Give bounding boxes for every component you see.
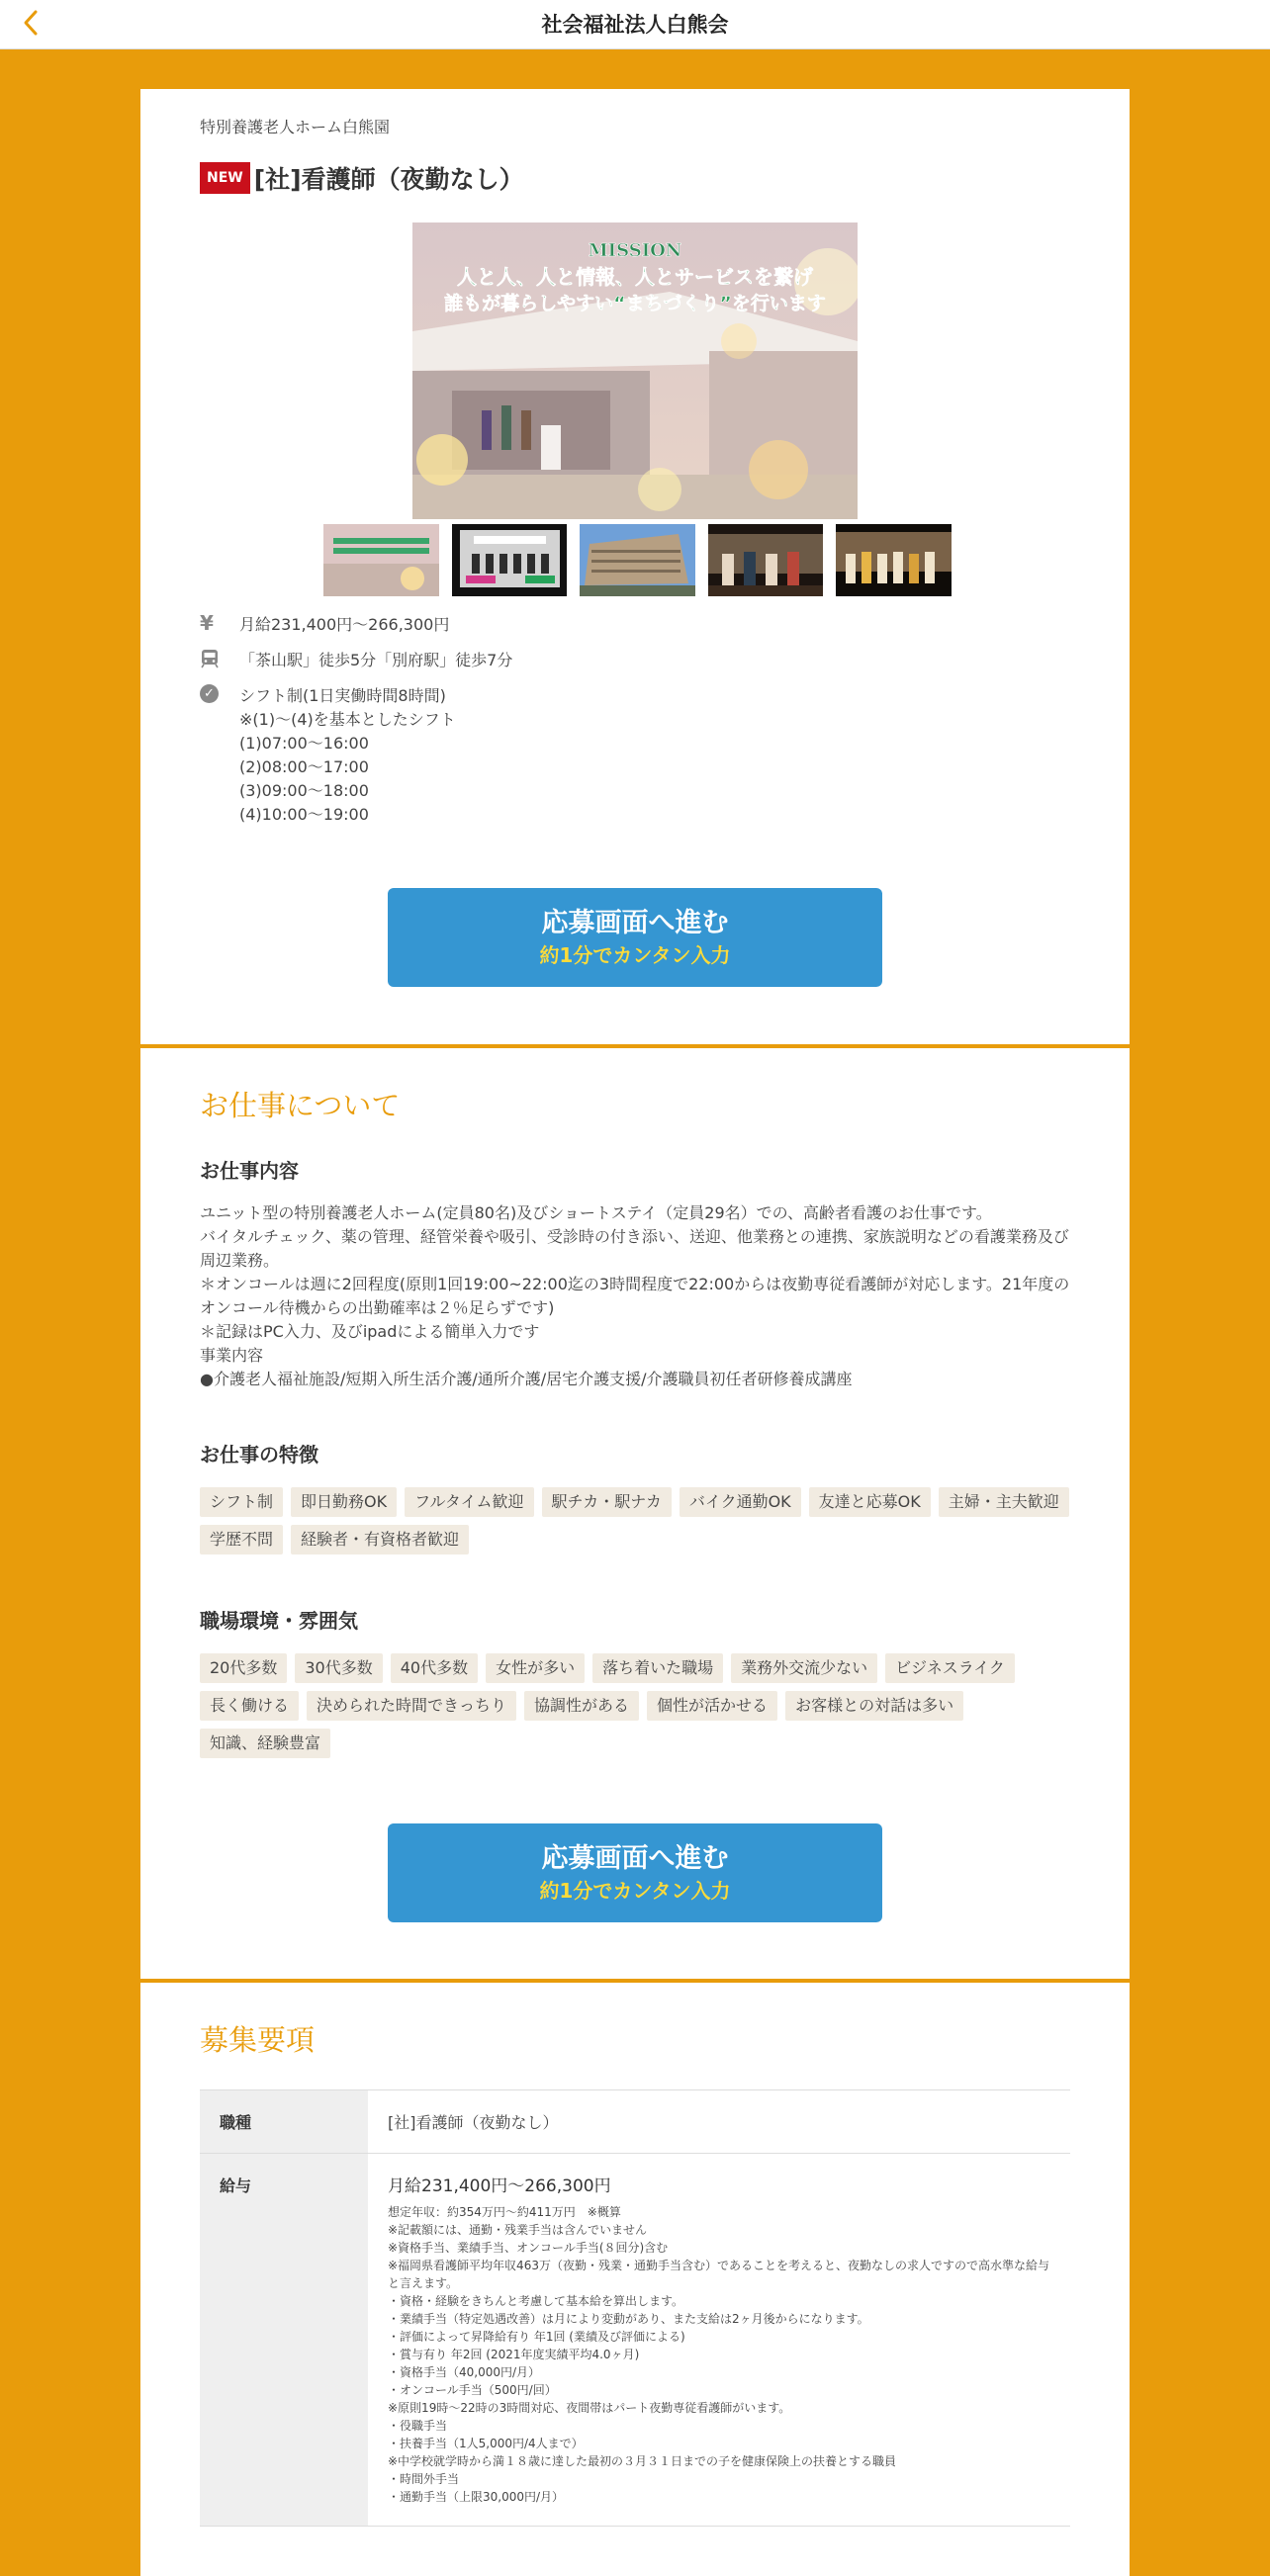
train-icon: [200, 654, 220, 672]
mission-label: MISSION: [588, 240, 682, 261]
environment-tag: 決められた時間できっちり: [307, 1691, 516, 1721]
thumbnail-mission[interactable]: [323, 524, 439, 596]
job-summary-card: [140, 89, 1130, 1046]
section-heading-about: お仕事について: [200, 1089, 401, 1122]
environment-tag: 長く働ける: [200, 1691, 299, 1721]
top-bar: [0, 0, 1270, 49]
shift-text: シフト制(1日実働時間8時間) ※(1)～(4)を基本としたシフト (1)07:00～16:00 (2)08:00～17:00 (3)09:00～18:00 (4)10:00～19:00: [239, 686, 456, 824]
feature-tag: 駅チカ・駅ナカ: [542, 1487, 672, 1517]
shift-row: [200, 684, 1070, 827]
salary-row: [200, 613, 1070, 637]
apply-button-sub: 約1分でカンタン入力: [539, 1879, 731, 1903]
job-details-card: [140, 1048, 1130, 1981]
salary-text: 月給231,400円〜266,300円: [239, 615, 450, 634]
environment-tag: 知識、経験豊富: [200, 1729, 330, 1758]
environment-tag: お客様との対話は多い: [785, 1691, 963, 1721]
feature-tag: 学歴不問: [200, 1525, 283, 1554]
environment-tag: 落ち着いた職場: [592, 1653, 723, 1683]
content-title: お仕事内容: [200, 1159, 299, 1183]
page-title: 社会福祉法人白熊会: [541, 13, 729, 37]
mission-line-1: 人と人、人と情報、人とサービスを繋げ: [457, 265, 813, 289]
job-title: [社]看護師（夜勤なし）: [253, 165, 524, 194]
access-row: [200, 649, 1070, 672]
apply-button-2[interactable]: [388, 1823, 882, 1922]
job-title-row: [200, 160, 1070, 196]
feature-tag: 即日勤務OK: [291, 1487, 397, 1517]
feature-tag: バイク通勤OK: [680, 1487, 801, 1517]
environment-tag: ビジネスライク: [885, 1653, 1015, 1683]
feature-tag: 主婦・主夫歓迎: [939, 1487, 1069, 1517]
salary-value: 月給231,400円〜266,300円: [388, 2176, 611, 2196]
salary-notes: 想定年収：約354万円～約411万円 ※概算 ※記載額には、通勤・残業手当は含んでいません ※資格手当、業績手当、オンコール手当(８回分)含む ※福岡県看護師平均年収463万（夜勤・残業・通勤手当含む）であることを考えると、夜勤なしの求人ですので高水準な給与と言えます。 ・資格・経験をきちんと考慮して基本給を算出します。 ・業績手当（特定処遇改善）は月により変動があり、また支給は2ヶ月後からになります。 ・評価によって昇降給有り 年1回 (業績及び評価による) ・賞与有り 年2回 (2021年度実績平均4.0ヶ月) ・資格手当（40,000円/月） ・オンコール手当（500円/回） ※原則19時～22時の3時間対応、夜間帯はパート夜勤専従看護師がいます。 ・役職手当 ・扶養手当（1人5,000円/4人まで） ※中学校就学時から満１８歳に達した最初の３月３１日までの子を健康保険上の扶養とする職員 ・時間外手当 ・通勤手当（上限30,000円/月）: [388, 2205, 1049, 2504]
feature-tag: 友達と応募OK: [809, 1487, 931, 1517]
environment-tag: 30代多数: [295, 1653, 382, 1683]
yen-icon: ¥: [200, 611, 214, 635]
apply-button[interactable]: [388, 888, 882, 987]
environment-title: 職場環境・雰囲気: [200, 1609, 358, 1633]
row-key: 給与: [200, 2154, 368, 2526]
features-title: お仕事の特徴: [200, 1443, 318, 1466]
job-description: ユニット型の特別養護老人ホーム(定員80名)及びショートステイ（定員29名）での、高齢者看護のお仕事です。 バイタルチェック、薬の管理、経管栄養や吸引、受診時の付き添い、送迎、他業務との連携、家族説明などの看護業務及び周辺業務。 ＊オンコールは週に2回程度(原則1回19:00~22:00迄の3時間程度で22:00からは夜勤専従看護師が対応します。21年度のオンコール待機からの出勤確率は２％足らずです) ＊記録はPC入力、及びipadによる簡単入力です 事業内容 ●介護老人福祉施設/短期入所生活介護/通所介護/居宅介護支援/介護職員初任者研修養成講座: [200, 1203, 1070, 1388]
section-heading-requirements: 募集要項: [200, 2023, 316, 2057]
features-tags: [200, 1487, 1070, 1554]
row-value: [社]看護師（夜勤なし）: [388, 2113, 559, 2132]
feature-tag: 経験者・有資格者歓迎: [291, 1525, 469, 1554]
requirements-table: [200, 2089, 1070, 2527]
environment-tag: 個性が活かせる: [647, 1691, 777, 1721]
access-text: 「茶山駅」徒歩5分「別府駅」徒歩7分: [239, 651, 513, 669]
feature-tag: フルタイム歓迎: [405, 1487, 533, 1517]
thumbnail-staff-group[interactable]: [836, 524, 952, 596]
mission-line-2: 誰もが暮らしやすい“まちづくり”を行います: [444, 293, 826, 314]
requirements-card: [140, 1983, 1130, 2576]
environment-tag: 20代多数: [200, 1653, 287, 1683]
facility-name: 特別養護老人ホーム白熊園: [200, 118, 391, 136]
table-row: [200, 2154, 1070, 2527]
apply-button-sub: 約1分でカンタン入力: [539, 943, 731, 967]
check-circle-icon: ✓: [200, 684, 219, 703]
new-badge: NEW: [200, 162, 250, 194]
main-photo[interactable]: [412, 222, 858, 519]
thumbnail-group-stage[interactable]: [452, 524, 568, 596]
apply-button-label: 応募画面へ進む: [541, 908, 729, 938]
thumbnail-building[interactable]: [580, 524, 695, 596]
row-key: 職種: [200, 2090, 368, 2153]
apply-button-label: 応募画面へ進む: [541, 1843, 729, 1874]
environment-tag: 業務外交流少ない: [731, 1653, 877, 1683]
thumbnail-event[interactable]: [708, 524, 824, 596]
environment-tag: 40代多数: [391, 1653, 478, 1683]
table-row: [200, 2090, 1070, 2154]
environment-tags: [200, 1653, 1070, 1758]
environment-tag: 協調性がある: [524, 1691, 639, 1721]
thumbnail-strip: [323, 524, 952, 596]
environment-tag: 女性が多い: [486, 1653, 585, 1683]
feature-tag: シフト制: [200, 1487, 283, 1517]
